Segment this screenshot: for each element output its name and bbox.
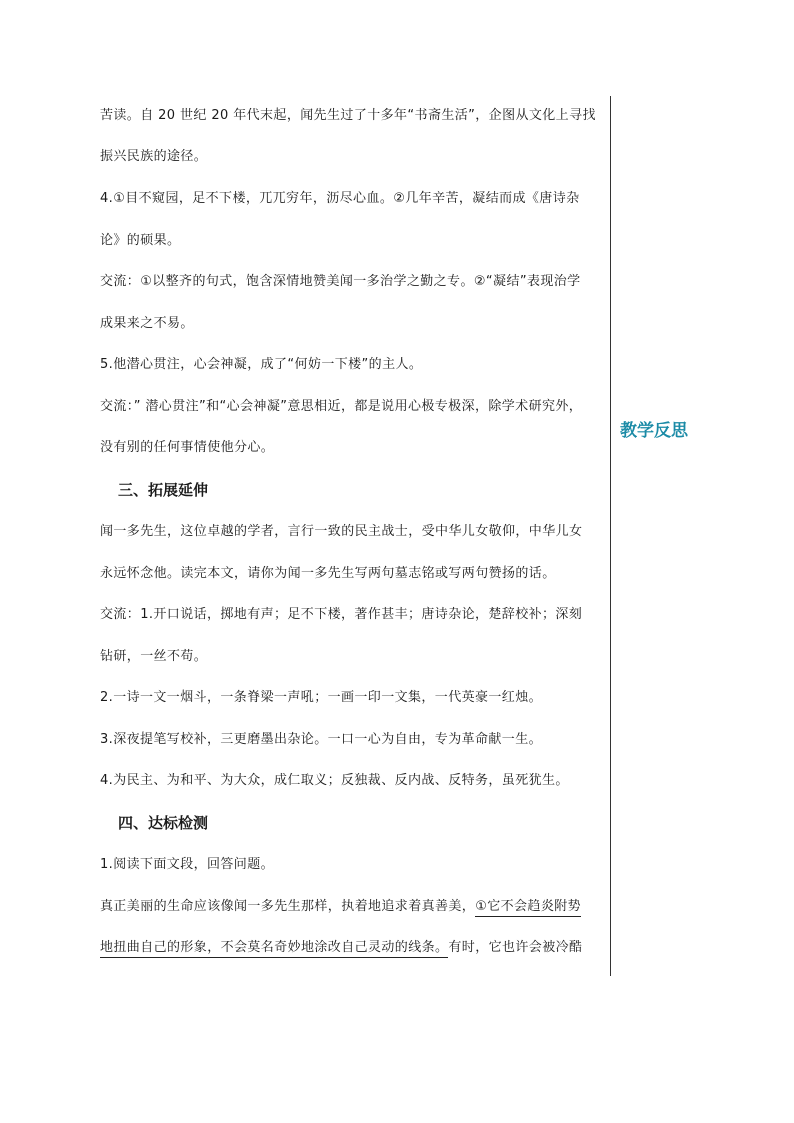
teaching-reflection-label: 教学反思 bbox=[620, 421, 688, 441]
passage-text: 有时，它也许会被冷酷 bbox=[448, 940, 583, 955]
text-line: 没有别的任何事情使他分心。 bbox=[100, 440, 275, 455]
text-line: 苦读。自 20 世纪 20 年代末起，闻先生过了十多年“书斋生活”，企图从文化上寻找 bbox=[100, 108, 596, 123]
underlined-passage: 地扭曲自己的形象，不会莫名奇妙地涂改自己灵动的线条。 bbox=[100, 940, 448, 958]
text-line: 永远怀念他。读完本文，请你为闻一多先生写两句墓志铭或写两句赞扬的话。 bbox=[100, 566, 556, 581]
question-line: 1.阅读下面文段，回答问题。 bbox=[100, 857, 275, 872]
text-line: 3.深夜提笔写校补，三更磨墨出杂论。一口一心为自由，专为革命献一生。 bbox=[100, 732, 543, 747]
text-line: 交流：” 潜心贯注”和“心会神凝”意思相近，都是说用心极专极深，除学术研究外， bbox=[100, 399, 583, 414]
column-divider bbox=[610, 96, 611, 976]
passage-line bbox=[100, 938, 582, 958]
text-line: 成果来之不易。 bbox=[100, 316, 194, 331]
text-line: 5.他潜心贯注，心会神凝，成了“何妨一下楼”的主人。 bbox=[100, 357, 423, 372]
text-line: 2.一诗一文一烟斗，一条脊梁一声吼；一画一印一文集，一代英豪一红烛。 bbox=[100, 690, 543, 705]
text-line: 4.为民主、为和平、为大众，成仁取义；反独裁、反内战、反特务，虽死犹生。 bbox=[100, 773, 569, 788]
section-heading-test: 四、达标检测 bbox=[118, 814, 209, 832]
passage-text: 真正美丽的生命应该像闻一多先生那样，执着地追求着真善美， bbox=[100, 899, 476, 914]
text-line: 振兴民族的途径。 bbox=[100, 149, 208, 164]
text-line: 闻一多先生，这位卓越的学者，言行一致的民主战士，受中华儿女敬仰，中华儿女 bbox=[100, 524, 583, 539]
passage-line bbox=[100, 897, 581, 917]
text-line: 论》的硕果。 bbox=[100, 233, 181, 248]
text-line: 交流：①以整齐的句式，饱含深情地赞美闻一多治学之勤之专。②“凝结”表现治学 bbox=[100, 274, 581, 289]
text-line: 钻研，一丝不苟。 bbox=[100, 649, 208, 664]
text-line: 交流：1.开口说话，掷地有声；足不下楼，著作甚丰；唐诗杂论，楚辞校补；深刻 bbox=[100, 607, 583, 622]
underlined-passage: ①它不会趋炎附势 bbox=[475, 899, 581, 917]
text-line: 4.①目不窥园，足不下楼，兀兀穷年，沥尽心血。②几年辛苦，凝结而成《唐诗杂 bbox=[100, 191, 580, 206]
section-heading-extension: 三、拓展延伸 bbox=[118, 481, 209, 499]
